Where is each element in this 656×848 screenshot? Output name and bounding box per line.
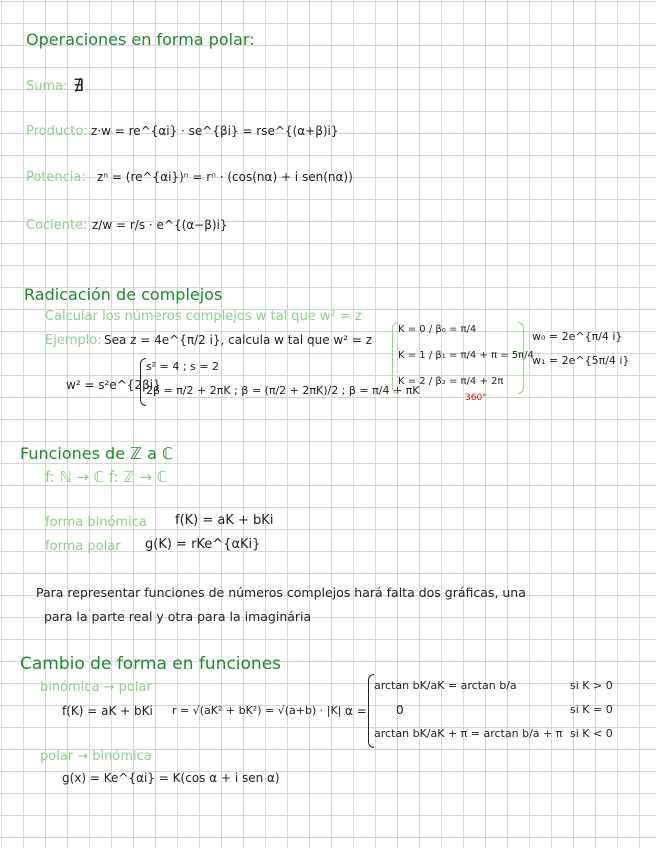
ejemplo-label: Ejemplo: xyxy=(45,333,102,348)
binomica-to-polar-label: binómica → polar xyxy=(40,680,152,695)
forma-binomica-formula: f(K) = aK + bKi xyxy=(175,513,274,528)
cociente-label: Cociente: xyxy=(26,218,88,233)
k2-value: K = 2 / β₂ = π/4 + 2π xyxy=(398,376,504,387)
alpha-label: α = xyxy=(345,704,367,718)
cociente-formula: z/w = r/s · e^{(α−β)i} xyxy=(92,218,228,232)
paragraph-line-2: para la parte real y otra para la imaginária xyxy=(44,609,312,624)
forma-polar-formula: g(K) = rKe^{αKi} xyxy=(145,537,261,552)
ejemplo-text: Sea z = 4e^{π/2 i}, calcula w tal que w² = z xyxy=(104,333,373,347)
k1-value: K = 1 / β₁ = π/4 + π = 5π/4 xyxy=(398,350,534,361)
forma-binomica-label: forma binómica xyxy=(45,515,147,530)
potencia-label: Potencia: xyxy=(26,170,86,185)
alpha-case-zero: 0 xyxy=(396,703,404,717)
w1-result: w₁ = 2e^{5π/4 i} xyxy=(532,354,630,367)
w0-result: w₀ = 2e^{π/4 i} xyxy=(532,330,623,343)
radicacion-task: Calcular los números complejos w tal que w² = z xyxy=(45,309,362,324)
section-radicacion-title: Radicación de complejos xyxy=(24,285,223,304)
alpha-case-zero-condition: si K = 0 xyxy=(570,703,613,716)
w2-expression: w² = s²e^{2βi} xyxy=(66,378,161,392)
k2-note: 360° xyxy=(465,393,487,403)
alpha-case-negative-condition: si K < 0 xyxy=(570,727,613,740)
r-expression: r = √(aK² + bK²) = √(a+b) · |K| xyxy=(172,704,342,717)
condition-argument: 2β = π/2 + 2πK ; β = (π/2 + 2πK)/2 ; β = π/4 + πK xyxy=(146,384,420,397)
condition-modulus: s² = 4 ; s = 2 xyxy=(146,360,219,373)
producto-formula: z·w = re^{αi} · se^{βi} = rse^{(α+β)i} xyxy=(91,124,339,138)
alpha-case-positive-condition: si K > 0 xyxy=(570,679,613,692)
f-expression: f(K) = aK + bKi xyxy=(62,704,153,718)
suma-label: Suma: xyxy=(26,79,68,94)
alpha-case-negative: arctan bK/aK + π = arctan b/a + π xyxy=(374,727,563,740)
suma-value: ∄ xyxy=(73,76,84,96)
function-domains: f: ℕ → ℂ f: ℤ → ℂ xyxy=(45,468,168,486)
k-values-brace-right xyxy=(518,322,524,394)
g-expression: g(x) = Ke^{αi} = K(cos α + i sen α) xyxy=(62,771,280,785)
paragraph-line-1: Para representar funciones de números complejos hará falta dos gráficas, una xyxy=(36,585,526,600)
section-cambio-title: Cambio de forma en funciones xyxy=(20,654,282,674)
potencia-formula: zⁿ = (re^{αi})ⁿ = rⁿ · (cos(nα) + i sen(nα)) xyxy=(97,170,353,184)
section-funciones-title: Funciones de ℤ a ℂ xyxy=(20,444,174,463)
k0-value: K = 0 / β₀ = π/4 xyxy=(398,324,477,335)
producto-label: Producto: xyxy=(26,124,88,139)
polar-to-binomica-label: polar → binómica xyxy=(40,749,152,764)
forma-polar-label: forma polar xyxy=(45,539,121,554)
section-operaciones-title: Operaciones en forma polar: xyxy=(26,30,255,49)
alpha-case-positive: arctan bK/aK = arctan b/a xyxy=(374,679,517,692)
